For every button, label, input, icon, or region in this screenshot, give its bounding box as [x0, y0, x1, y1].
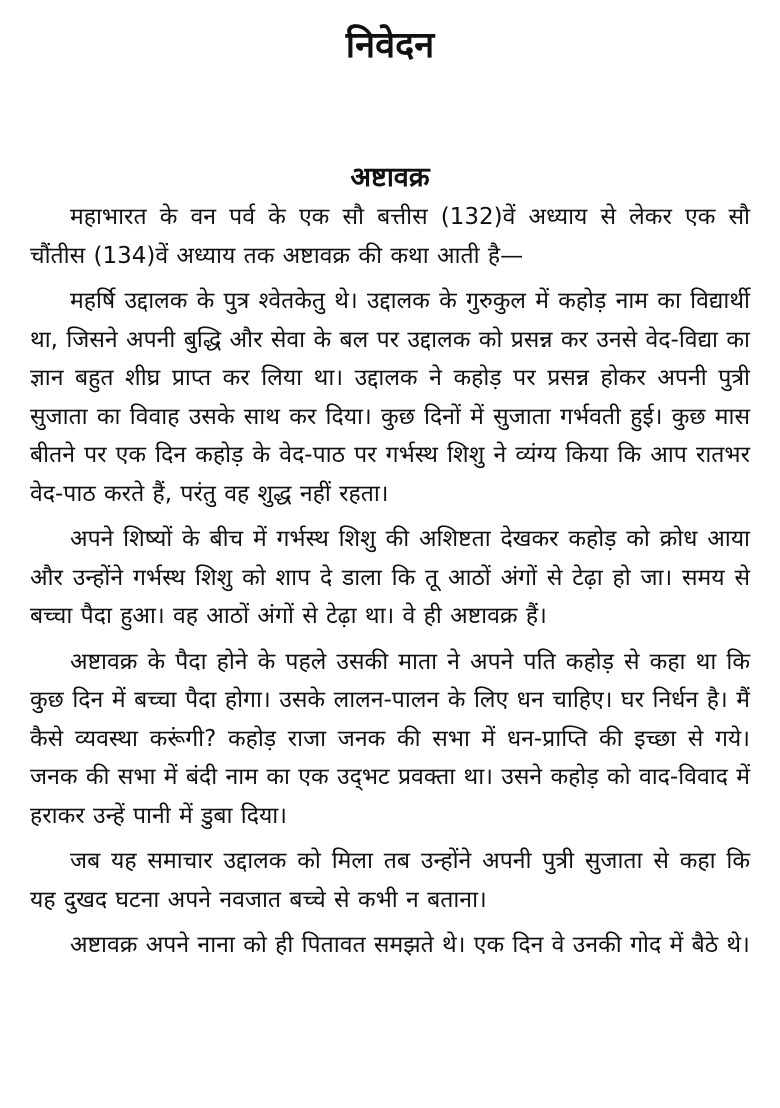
paragraph: अपने शिष्यों के बीच में गर्भस्थ शिशु की अशिष्टता देखकर कहोड़ को क्रोध आया और उन्होंने गर्भस्थ शिशु को शाप दे डाला कि तू आठों अंगों से टेढ़ा हो जा। समय से बच्चा पैदा हुआ। वह आठों अंगों से टेढ़ा था। वे ही अष्टावक्र हैं।	[30, 526, 750, 629]
section-title: अष्टावक्र	[350, 162, 430, 193]
page-title: निवेदन	[345, 25, 435, 66]
paragraph: महर्षि उद्दालक के पुत्र श्वेतकेतु थे। उद्दालक के गुरुकुल में कहोड़ नाम का विद्यार्थी था, जिसने अपनी बुद्धि और सेवा के बल पर उद्दालक को प्रसन्न कर उनसे वेद-विद्या का ज्ञान बहुत शीघ्र प्राप्त कर लिया था। उद्दालक ने कहोड़ पर प्रसन्न होकर अपनी पुत्री सुजाता का विवाह उसके साथ कर दिया। कुछ दिनों में सुजाता गर्भवती हुई। कुछ मास बीतने पर एक दिन कहोड़ के वेद-पाठ पर गर्भस्थ शिशु ने व्यंग्य किया कि आप रातभर वेद-पाठ करते हैं, परंतु वह शुद्ध नहीं रहता।	[30, 288, 750, 507]
paragraph: अष्टावक्र के पैदा होने के पहले उसकी माता ने अपने पति कहोड़ से कहा था कि कुछ दिन में बच्चा पैदा होगा। उसके लालन-पालन के लिए धन चाहिए। घर निर्धन है। मैं कैसे व्यवस्था करूंगी? कहोड़ राजा जनक की सभा में धन-प्राप्ति की इच्छा से गये। जनक की सभा में बंदी नाम का एक उद्‌भट प्रवक्ता था। उसने कहोड़ को वाद-विवाद में हराकर उन्हें पानी में डुबा दिया।	[30, 648, 750, 829]
body-text	[30, 198, 750, 965]
paragraph: महाभारत के वन पर्व के एक सौ बत्तीस (132)वें अध्याय से लेकर एक सौ चौंतीस (134)वें अध्याय तक अष्टावक्र की कथा आती है—	[30, 204, 750, 269]
paragraph: जब यह समाचार उद्दालक को मिला तब उन्होंने अपनी पुत्री सुजाता से कहा कि यह दुखद घटना अपने नवजात बच्चे से कभी न बताना।	[30, 848, 750, 913]
paragraph: अष्टावक्र अपने नाना को ही पितावत समझते थे। एक दिन वे उनकी गोद में बैठे थे।	[70, 932, 750, 958]
